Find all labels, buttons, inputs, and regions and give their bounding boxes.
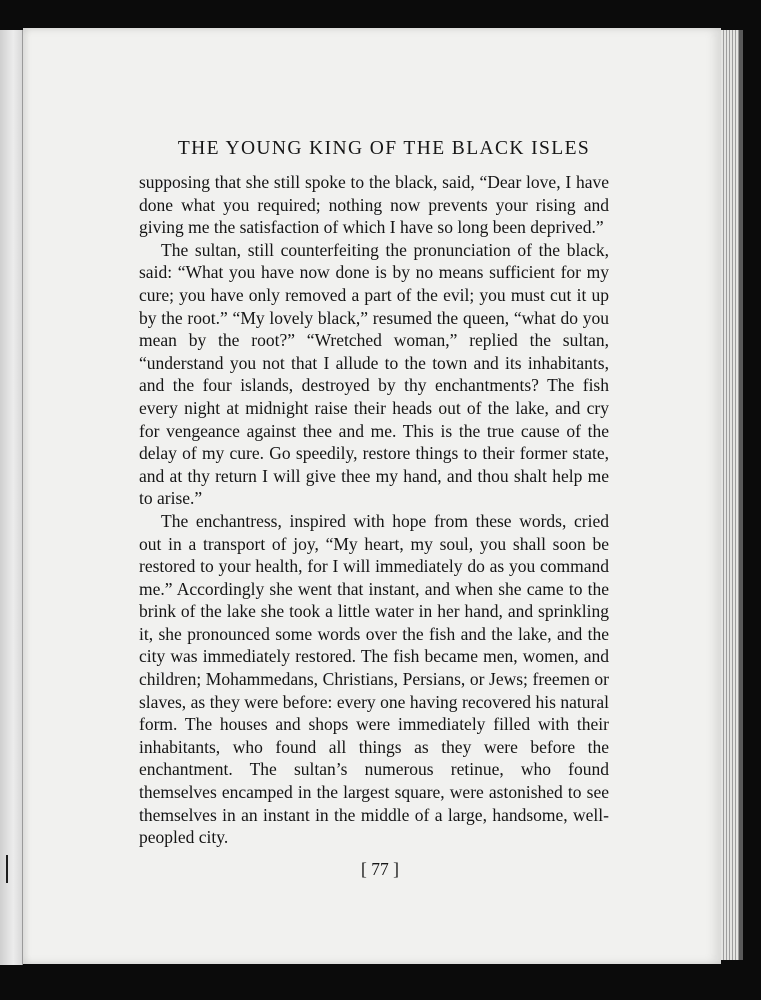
paragraph-1: supposing that she still spoke to the black, said, “Dear love, I have done what you required; nothing now prevents your rising and giving me the satisfaction of which I have so long been deprived.” xyxy=(139,172,609,238)
margin-mark xyxy=(6,855,8,883)
paragraph-3: The enchantress, inspired with hope from these words, cried out in a transport of joy, “My heart, my soul, you shall soon be restored to your health, for I will immediately do as you command me.” Accordingly she went that instant, and when she came to the brink of the lake she took a little water in her hand, and sprinkling it, she pronounced some words over the fish and the lake, and the city was immediately restored. The fish became men, women, and children; Mohammedans, Christians, Persians, or Jews; freemen or slaves, as they were before: every one having recovered his natural form. The houses and shops were immediately filled with their inhabitants, who found all things as they were before the enchantment. The sultan’s numerous retinue, who found themselves encamped in the largest square, were astonished to see themselves in an instant in the middle of a large, handsome, well-peopled city. xyxy=(139,510,609,848)
running-head: THE YOUNG KING OF THE BLACK ISLES xyxy=(177,138,591,159)
page-number: [ 77 ] xyxy=(361,859,399,879)
body-text xyxy=(139,171,609,849)
book-page xyxy=(23,28,721,964)
paragraph-2: The sultan, still counterfeiting the pronunciation of the black, said: “What you have now done is by no means sufficient for my cure; you have only removed a part of the evil; you must cut it up by the root.” “My lovely black,” resumed the queen, “what do you mean by the root?” “Wretched woman,” replied the sultan, “understand you not that I allude to the town and its inhabitants, and the four islands, destroyed by thy enchantments? The fish every night at midnight raise their heads out of the lake, and cry for vengeance against thee and me. This is the true cause of the delay of my cure. Go speedily, restore things to their former state, and at thy return I will give thee my hand, and thou shalt help me to arise.” xyxy=(139,239,609,509)
page-stack-shadow xyxy=(739,30,743,960)
page-stack-edge xyxy=(721,30,739,960)
left-page-edge xyxy=(0,30,23,965)
